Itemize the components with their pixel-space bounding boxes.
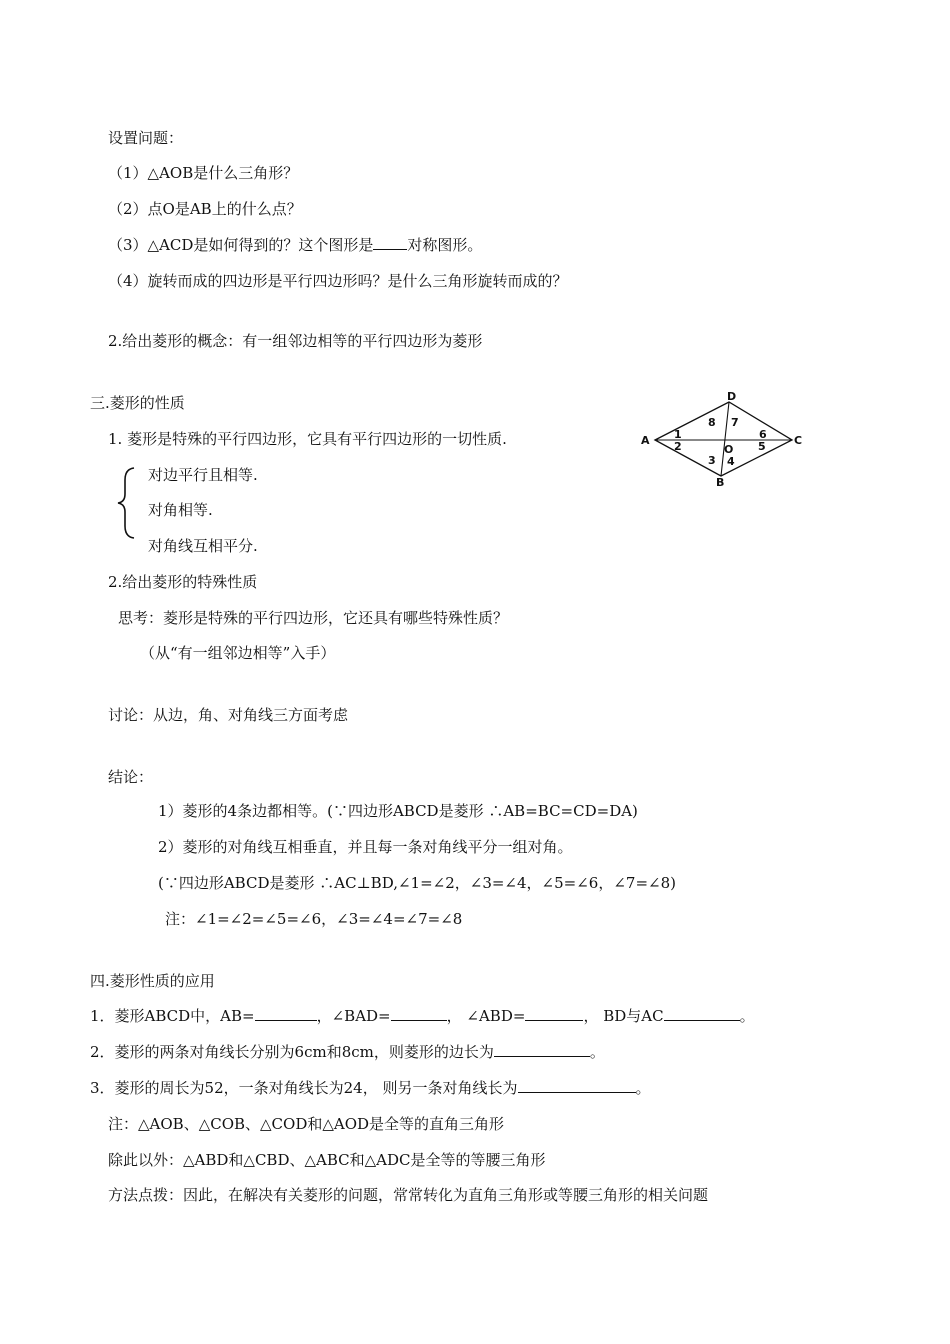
ab-answer-blank[interactable] [255, 1006, 317, 1021]
problem-1 [90, 1006, 755, 1026]
center-o-label: O [724, 443, 734, 456]
method-tip: 方法点拨：因此，在解决有关菱形的问题，常常转化为直角三角形或等腰三角形的相关问题 [108, 1186, 709, 1204]
conclusion-1: 1）菱形的4条边都相等。(∵四边形ABCD是菱形 ∴AB=BC=CD=DA) [158, 802, 638, 820]
angle-2-label: 2 [674, 440, 682, 453]
section-3-item-2: 2.给出菱形的特殊性质 [108, 573, 258, 591]
angle-4-label: 4 [727, 455, 735, 468]
problem-1-bad-label: ，∠BAD= [316, 1007, 391, 1025]
section-3-item-1: 1. 菱形是特殊的平行四边形，它具有平行四边形的一切性质. [108, 430, 507, 448]
note-right-triangles: 注：△AOB、△COB、△COD和△AOD是全等的直角三角形 [108, 1115, 505, 1133]
angle-3-label: 3 [708, 454, 716, 467]
bd-ac-answer-blank[interactable] [664, 1006, 740, 1021]
rhombus-diagram [630, 388, 810, 488]
property-2: 对角相等. [148, 501, 213, 519]
question-3-suffix: 对称图形。 [407, 236, 483, 254]
concept-line: 2.给出菱形的概念：有一组邻边相等的平行四边形为菱形 [108, 332, 483, 350]
conclusion-2: 2）菱形的对角线互相垂直，并且每一条对角线平分一组对角。 [158, 838, 573, 856]
problem-3-text: 3．菱形的周长为52，一条对角线长为24， 则另一条对角线长为 [90, 1079, 518, 1097]
problem-1-text: 1．菱形ABCD中，AB= [90, 1007, 255, 1025]
question-3-text: （3）△ACD是如何得到的？这个图形是 [108, 236, 374, 254]
problem-2 [90, 1042, 605, 1062]
vertex-a-label: A [641, 434, 650, 447]
property-1: 对边平行且相等. [148, 466, 258, 484]
question-2: （2）点O是AB上的什么点？ [108, 200, 302, 218]
bad-answer-blank[interactable] [391, 1006, 447, 1021]
curly-brace-icon [116, 466, 138, 540]
problem-2-end: 。 [589, 1043, 605, 1061]
angle-7-label: 7 [731, 416, 739, 429]
side-length-answer-blank[interactable] [494, 1042, 590, 1057]
problem-3 [90, 1078, 651, 1098]
vertex-c-label: C [794, 434, 803, 447]
problem-1-bd-label: ， BD与AC [583, 1007, 664, 1025]
problem-1-end: 。 [739, 1007, 755, 1025]
question-4: （4）旋转而成的四边形是平行四边形吗？是什么三角形旋转而成的？ [108, 272, 568, 290]
note-isosceles-triangles: 除此以外：△ABD和△CBD、△ABC和△ADC是全等的等腰三角形 [108, 1151, 546, 1169]
angle-5-label: 5 [758, 440, 766, 453]
discuss-line: 讨论：从边，角、对角线三方面考虑 [108, 706, 349, 724]
problem-1-abd-label: ， ∠ABD= [446, 1007, 526, 1025]
abd-answer-blank[interactable] [525, 1006, 583, 1021]
section-4-title: 四.菱形性质的应用 [90, 972, 215, 990]
vertex-d-label: D [727, 390, 737, 403]
setup-heading: 设置问题： [108, 129, 184, 147]
conclusion-2-reason: (∵四边形ABCD是菱形 ∴AC⊥BD,∠1=∠2，∠3=∠4，∠5=∠6，∠7=∠8) [158, 874, 676, 892]
conclusion-heading: 结论： [108, 768, 154, 786]
problem-3-end: 。 [635, 1079, 651, 1097]
diagonal-answer-blank[interactable] [518, 1078, 636, 1093]
angle-8-label: 8 [708, 416, 716, 429]
hint-line: （从“有一组邻边相等”入手） [140, 644, 336, 662]
question-3-blank[interactable] [373, 235, 407, 250]
problem-2-text: 2．菱形的两条对角线长分别为6cm和8cm，则菱形的边长为 [90, 1043, 494, 1061]
vertex-b-label: B [716, 476, 725, 488]
section-3-title: 三.菱形的性质 [90, 394, 185, 412]
angle-1-label: 1 [674, 428, 682, 441]
think-line: 思考：菱形是特殊的平行四边形，它还具有哪些特殊性质？ [118, 609, 509, 627]
question-1: （1）△AOB是什么三角形？ [108, 164, 299, 182]
property-3: 对角线互相平分. [148, 537, 258, 555]
conclusion-note: 注：∠1=∠2=∠5=∠6，∠3=∠4=∠7=∠8 [165, 910, 463, 928]
angle-6-label: 6 [759, 428, 767, 441]
question-3 [108, 235, 482, 255]
